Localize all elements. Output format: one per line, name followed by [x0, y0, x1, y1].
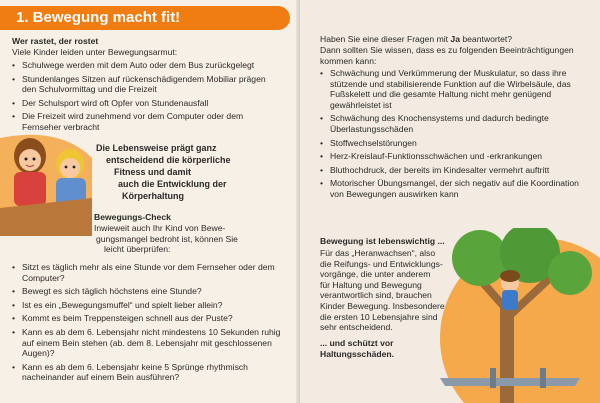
highlight-line: Körperhaltung: [122, 191, 184, 201]
highlight-line: auch die Entwicklung der: [118, 179, 227, 189]
body-line: verantwortlich sind, brauchen: [320, 290, 432, 301]
list-item: • Schwächung des Knochensystems und dadurch bedingte Überlastungsschäden: [320, 113, 580, 134]
impairment-list: [320, 68, 580, 203]
body-line: vorgänge, die unter anderem: [320, 269, 431, 280]
body-line: Für das „Heranwachsen“, also: [320, 248, 436, 258]
check-intro-line: gungsmangel bedroht ist, können Sie: [96, 233, 238, 244]
inactivity-list: [12, 60, 280, 136]
list-item: • Kann es ab dem 6. Lebensjahr nicht mindestens 10 Sekunden ruhig auf einem Bein stehen (ab. dem 8. Lebensjahr mit geschlossenen Augen)?: [12, 327, 287, 359]
section-body-2: [320, 248, 470, 333]
highlight-text: [96, 142, 292, 202]
right-page: [300, 0, 600, 403]
list-item: • Ist es ein „Bewegungsmuffel“ und spielt lieber allein?: [12, 300, 287, 311]
list-item: • Die Freizeit wird zunehmend vor dem Computer oder dem Fernseher verbracht: [12, 111, 280, 132]
check-intro-line: leicht überprüfen:: [104, 244, 171, 255]
body-line: für Haltung und Bewegung: [320, 279, 422, 290]
closing-text: [320, 338, 470, 359]
page-title: 1. Bewegung macht fit!: [16, 9, 181, 26]
title-bar: [0, 6, 290, 30]
highlight-line: Fitness und damit: [114, 167, 192, 177]
list-item: • Der Schulsport wird oft Opfer von Stundenausfall: [12, 98, 280, 109]
section-heading-2: Bewegung ist lebenswichtig ...: [320, 236, 445, 246]
list-item: • Schulwege werden mit dem Auto oder dem Bus zurückgelegt: [12, 60, 280, 71]
check-intro-line: Inwieweit auch Ihr Kind von Bewe-: [94, 223, 226, 233]
list-item: • Motorischer Übungsmangel, der sich negativ auf die Koordination von Bewegungen auswirken kann: [320, 178, 580, 199]
list-item: • Stoffwechselstörungen: [320, 138, 580, 149]
list-item: • Herz-Kreislauf-Funktionsschwächen und -erkrankungen: [320, 151, 580, 162]
list-item: • Stundenlanges Sitzen auf rückenschädigendem Mobiliar prägen den Schulvormittag und die Freizeit: [12, 74, 280, 95]
list-item: • Kann es ab dem 6. Lebensjahr keine 5 Sprünge rhythmisch nacheinander auf einem Bein ausführen?: [12, 362, 287, 383]
body-line: die ersten 10 Lebensjahre sind: [320, 311, 438, 322]
intro-text: beantwortet?: [462, 34, 513, 44]
list-item: • Kommt es beim Treppensteigen schnell aus der Puste?: [12, 313, 287, 324]
body-line: Kinder Bewegung. Insbesondere: [320, 300, 445, 311]
intro-text: Haben Sie eine dieser Fragen mit: [320, 34, 449, 44]
highlight-line: entscheidend die körperliche: [106, 155, 231, 165]
right-intro: [320, 34, 590, 45]
body-line: sehr entscheidend.: [320, 322, 393, 333]
section-heading: Wer rastet, der rostet: [12, 36, 99, 46]
list-item: • Bewegt es sich täglich höchstens eine Stunde?: [12, 286, 287, 297]
closing-line: Haltungsschäden.: [320, 348, 395, 359]
section-intro: Viele Kinder leiden unter Bewegungsarmut:: [12, 47, 178, 57]
list-item: • Sitzt es täglich mehr als eine Stunde vor dem Fernseher oder dem Computer?: [12, 262, 287, 283]
check-questions: [12, 262, 287, 386]
check-heading: Bewegungs-Check: [94, 212, 171, 222]
body-line: die Reifungs- und Entwicklungs-: [320, 258, 443, 269]
list-item: • Bluthochdruck, der bereits im Kindesalter vermehrt auftritt: [320, 165, 580, 176]
right-intro-2: Dann sollten Sie wissen, dass es zu folgenden Beeinträchtigungen kommen kann:: [320, 45, 574, 66]
closing-line: ... und schützt vor: [320, 338, 394, 348]
children-in-car-illustration: [0, 128, 92, 236]
intro-ja: Ja: [450, 34, 460, 44]
list-item: • Schwächung und Verkümmerung der Muskulatur, so dass ihre stützende und stabilisierende Funktion auf die Wirbelsäule, das Fußskelett und die gesamte Haltung nicht mehr genügend gewährleistet ist: [320, 68, 580, 110]
check-intro: [88, 223, 293, 255]
highlight-line: Die Lebensweise prägt ganz: [96, 143, 217, 153]
